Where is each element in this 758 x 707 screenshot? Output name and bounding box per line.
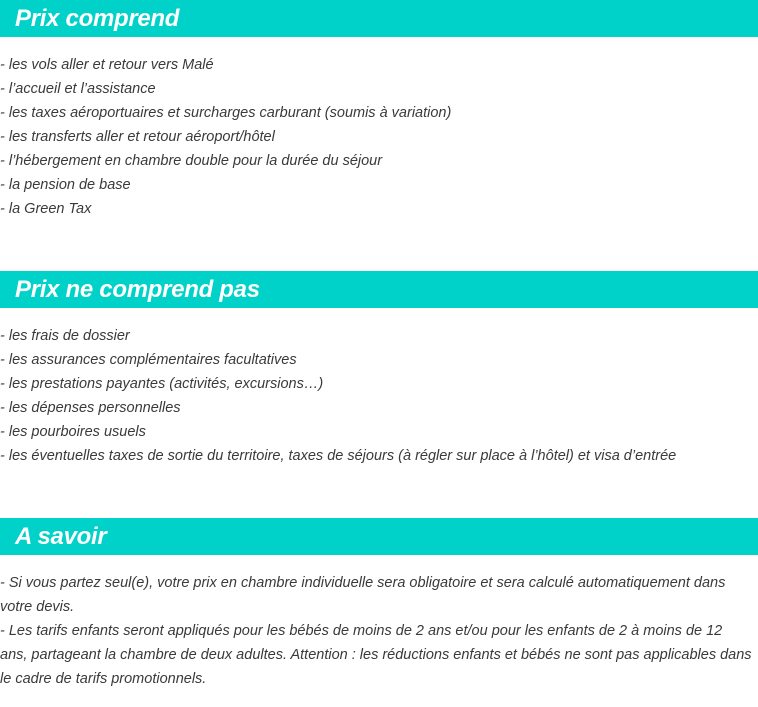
- list-item: - les dépenses personnelles: [0, 400, 181, 416]
- list-item: - la pension de base: [0, 177, 131, 193]
- section-prix-ne-comprend-pas: [0, 271, 758, 468]
- section-title: A savoir: [15, 523, 107, 550]
- section-title: Prix comprend: [15, 5, 180, 32]
- list-item: - les vols aller et retour vers Malé: [0, 57, 214, 73]
- note-paragraph: - Si vous partez seul(e), votre prix en chambre individuelle sera obligatoire et sera calculé automatiquement dans votre devis.: [0, 575, 726, 615]
- section-header: [0, 518, 758, 555]
- excluded-list: [0, 324, 758, 468]
- section-header: [0, 0, 758, 37]
- section-title: Prix ne comprend pas: [15, 276, 260, 303]
- list-item: - les éventuelles taxes de sortie du territoire, taxes de séjours (à régler sur place à l’hôtel) et visa d’entrée: [0, 448, 677, 464]
- note-paragraph: - Les tarifs enfants seront appliqués pour les bébés de moins de 2 ans et/ou pour les enfants de 2 à moins de 12 ans, partageant la chambre de deux adultes. Attention : les réductions enfants et bébés ne sont pas applicables dans le cadre de tarifs promotionnels.: [0, 623, 752, 687]
- notes-body: [0, 571, 758, 691]
- list-item: - l’accueil et l’assistance: [0, 81, 156, 97]
- included-list: [0, 53, 758, 221]
- list-item: - les pourboires usuels: [0, 424, 146, 440]
- section-prix-comprend: [0, 0, 758, 221]
- list-item: - l’hébergement en chambre double pour la durée du séjour: [0, 153, 383, 169]
- list-item: - la Green Tax: [0, 201, 92, 217]
- list-item: - les prestations payantes (activités, excursions…): [0, 376, 324, 392]
- list-item: - les transferts aller et retour aéroport/hôtel: [0, 129, 275, 145]
- list-item: - les frais de dossier: [0, 328, 130, 344]
- section-a-savoir: [0, 518, 758, 691]
- section-header: [0, 271, 758, 308]
- list-item: - les assurances complémentaires facultatives: [0, 352, 297, 368]
- list-item: - les taxes aéroportuaires et surcharges carburant (soumis à variation): [0, 105, 452, 121]
